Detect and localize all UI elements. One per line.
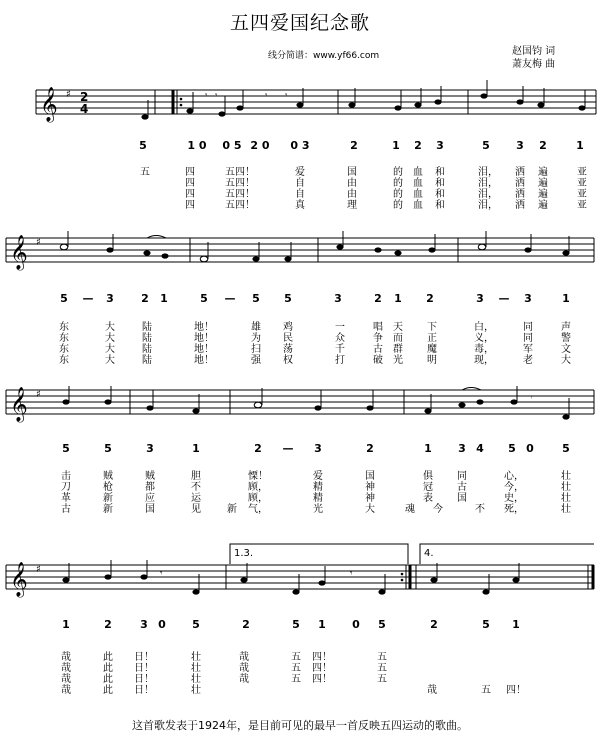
source-credit: 线分简谱：www.yf66.com [268,51,380,61]
numbered-notation-row-1: 5 1 0 0 5 2 0 0 3 2 1 2 3 5 3 2 1 [139,139,584,152]
staff-system-3 [0,380,600,435]
staff-system-2 [0,228,600,283]
lyrics-row-1-verse-1: 五 四 五四！ 爱 国 的 血 和 泪， 洒 遍 亚 [140,167,587,178]
treble-clef-icon: 𝄞 [10,562,28,597]
lyrics-row-3-verse-4: 古 新 国 见 新 气， 光 大 魂 今 不 死， 壮 [61,504,571,515]
numbered-notation-row-3: 5 5 3 1 2 — 3 2 1 3 4 5 0 5 [62,442,570,455]
lyrics-row-1-verse-4: 四 五四！ 真 理 的 血 和 泪， 洒 遍 亚 [185,200,587,211]
svg-text:𝄾: 𝄾 [530,393,533,403]
lyrics-row-4-verse-3: 哉 此 日！ 壮 哉 五 四！ 五 [61,674,387,685]
lyrics-row-4-verse-2: 哉 此 日！ 壮 哉 五 四！ 五 [61,663,387,674]
lyrics-row-1-verse-3: 四 五四！ 自 由 的 血 和 泪， 洒 遍 亚 [185,189,587,200]
staff-system-4 [0,540,600,610]
lyricist-credit: 赵国钧 词 [512,46,556,57]
lyrics-row-4-verse-1: 哉 此 日！ 壮 哉 五 四！ 五 [61,652,387,663]
svg-text:𝄾: 𝄾 [160,569,163,579]
numbered-notation-row-4: 1 2 3 0 5 2 5 1 0 5 2 5 1 [62,618,520,631]
lyrics-row-2-verse-4: 东 大 陆 地！ 强 权 打 破 光 明 现， 老 大 [59,355,571,366]
svg-text:4: 4 [80,102,89,116]
svg-text:♯: ♯ [36,237,41,248]
ending-1-label: 1.3. [234,548,254,559]
lyrics-row-1-verse-2: 四 五四！ 自 由 的 血 和 泪， 洒 遍 亚 [185,178,587,189]
staff-system-1 [0,80,600,135]
footer-note: 这首歌发表于1924年，是目前可见的最早一首反映五四运动的歌曲。 [132,719,468,732]
svg-text:𝄾: 𝄾 [205,91,208,101]
svg-text:𝄾: 𝄾 [350,569,353,579]
svg-text:2: 2 [80,90,89,104]
ending-2-label: 4. [424,548,434,559]
lyrics-row-2-verse-3: 东 大 陆 地！ 扫 荡 千 古 群 魔 毒， 军 文 [59,344,571,355]
lyrics-row-3-verse-3: 革 新 应 运 顾， 精 神 表 国 史， 壮 [61,493,571,504]
svg-text:♯: ♯ [36,564,41,575]
song-title: 五四爱国纪念歌 [229,12,370,34]
svg-text:𝄾: 𝄾 [265,91,268,101]
numbered-notation-row-2: 5 — 3 2 1 5 — 5 5 3 2 1 2 3 — 3 1 [60,292,570,305]
lyrics-row-2-verse-2: 东 大 陆 地！ 为 民 众 争 而 正 义， 同 警 [59,333,571,344]
lyrics-row-3-verse-2: 刀 枪 都 不 顾， 精 神 冠 古 今， 壮 [61,482,571,493]
treble-clef-icon: 𝄞 [10,387,28,422]
svg-text:♯: ♯ [66,89,71,100]
lyrics-row-3-verse-1: 击 贼 贼 胆 慄！ 爱 国 俱 同 心， 壮 [61,471,571,482]
svg-text:♯: ♯ [36,389,41,400]
composer-credit: 萧友梅 曲 [512,59,556,70]
svg-text:𝄾: 𝄾 [285,91,288,101]
svg-text:𝄾: 𝄾 [215,91,218,101]
treble-clef-icon: 𝄞 [10,235,28,270]
treble-clef-icon: 𝄞 [40,87,58,122]
lyrics-row-2-verse-1: 东 大 陆 地！ 雄 鸡 一 唱 天 下 白， 同 声 [59,322,571,333]
lyrics-row-4-verse-4: 哉 此 日！ 壮 哉 五 四！ [61,685,526,696]
